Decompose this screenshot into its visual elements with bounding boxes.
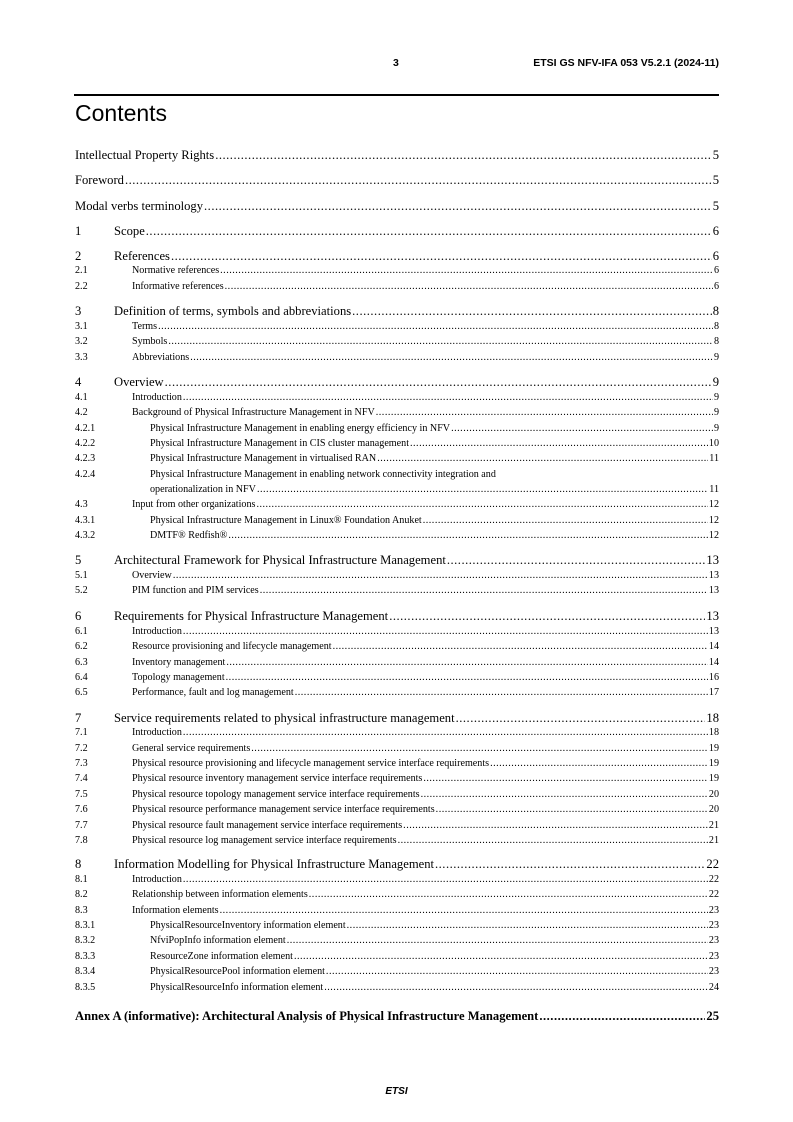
toc-entry-page: 22 (706, 857, 719, 871)
toc-entry[interactable] (75, 711, 719, 726)
leader-dots (294, 951, 708, 962)
leader-dots (220, 265, 713, 276)
leader-dots (347, 920, 708, 931)
leader-dots (539, 1009, 705, 1024)
leader-dots (324, 982, 708, 993)
toc-entry[interactable] (75, 407, 719, 418)
toc-entry-text: Introduction (132, 874, 182, 885)
toc-entry[interactable] (75, 336, 719, 347)
toc-entry-number: 3.3 (75, 352, 88, 363)
toc-entry-text: Introduction (132, 626, 182, 637)
toc-entry-number: 6 (75, 609, 82, 623)
toc-entry-number: 8.2 (75, 889, 88, 900)
toc-entry-text: Foreword (75, 173, 124, 187)
toc-entry[interactable] (75, 857, 719, 872)
toc-entry-text: PhysicalResourcePool information element (150, 966, 325, 977)
leader-dots (295, 687, 708, 698)
leader-dots (183, 874, 708, 885)
toc-entry-text: Information Modelling for Physical Infrastructure Management (114, 857, 434, 871)
toc-entry-page: 25 (706, 1009, 719, 1023)
leader-dots (257, 484, 708, 495)
toc-entry-page: 19 (708, 758, 719, 769)
toc-entry-text: PhysicalResourceInventory information element (150, 920, 346, 931)
toc-entry-text: Introduction (132, 392, 182, 403)
toc-entry-number: 4.2 (75, 407, 88, 418)
toc-entry-text: Physical Infrastructure Management in CIS cluster management (150, 438, 409, 449)
leader-dots (398, 835, 708, 846)
toc-entry-page: 11 (709, 453, 719, 464)
toc-entry[interactable] (75, 889, 719, 900)
toc-entry-page: 20 (708, 804, 719, 815)
toc-entry[interactable] (75, 570, 719, 581)
toc-entry-number: 8.3.5 (75, 982, 96, 993)
leader-dots (125, 173, 712, 188)
toc-entry-text: DMTF® Redfish® (150, 530, 228, 541)
toc-entry-number: 7.4 (75, 773, 88, 784)
toc-entry-page: 18 (706, 711, 719, 725)
toc-entry-number: 2.2 (75, 281, 88, 292)
toc-entry-text: operationalization in NFV (150, 484, 256, 495)
toc-entry-number: 7 (75, 711, 82, 725)
toc-entry[interactable] (75, 789, 719, 800)
toc-entry-page: 18 (708, 727, 719, 738)
toc-entry-page: 9 (713, 407, 719, 418)
toc-entry-text: Physical resource provisioning and lifecycle management service interface requirements (132, 758, 490, 769)
toc-entry-page: 11 (709, 484, 719, 495)
leader-dots (456, 711, 706, 726)
toc-entry[interactable] (75, 743, 719, 754)
toc-entry-text: Inventory management (132, 657, 226, 668)
toc-entry-text: Intellectual Property Rights (75, 148, 215, 162)
leader-dots (146, 224, 712, 239)
toc-entry-page: 6 (712, 249, 719, 263)
toc-entry-page: 16 (708, 672, 719, 683)
toc-entry-text: Definition of terms, symbols and abbreviations (114, 304, 352, 318)
leader-dots (435, 857, 705, 872)
leader-dots (226, 657, 708, 668)
toc-entry-number: 8.3.3 (75, 951, 96, 962)
toc-entry-number: 3 (75, 304, 82, 318)
toc-entry-number: 6.2 (75, 641, 88, 652)
toc-entry-number: 1 (75, 224, 82, 238)
toc-entry[interactable] (75, 321, 719, 332)
leader-dots (220, 905, 708, 916)
toc-entry-page: 8 (713, 336, 719, 347)
toc-entry-text: Topology management (132, 672, 225, 683)
toc-entry[interactable] (75, 626, 719, 637)
leader-dots (171, 249, 712, 264)
toc-entry-page: 13 (708, 570, 719, 581)
leader-dots (173, 570, 708, 581)
toc-entry-page: 8 (712, 304, 719, 318)
toc-entry[interactable] (75, 553, 719, 568)
toc-entry-page: 5 (712, 199, 719, 213)
leader-dots (403, 820, 708, 831)
toc-entry-text: Information elements (132, 905, 219, 916)
leader-dots (309, 889, 708, 900)
toc-entry-page: 6 (713, 265, 719, 276)
toc-entry[interactable] (75, 499, 719, 510)
toc-entry-text: Resource provisioning and lifecycle management (132, 641, 332, 652)
leader-dots (183, 626, 708, 637)
toc-entry-number: 4.2.4 (75, 469, 96, 480)
toc-entry-number: 6.4 (75, 672, 88, 683)
toc-entry-page: 13 (706, 553, 719, 567)
toc-entry[interactable] (75, 835, 719, 846)
leader-dots (421, 789, 708, 800)
toc-entry-text: General service requirements (132, 743, 251, 754)
toc-entry-text: Physical resource inventory management service interface requirements (132, 773, 423, 784)
toc-entry-text: Physical resource fault management service interface requirements (132, 820, 403, 831)
toc-entry-number: 3.2 (75, 336, 88, 347)
toc-entry-number: 4.2.3 (75, 453, 96, 464)
toc-entry[interactable] (75, 352, 719, 363)
leader-dots (490, 758, 708, 769)
toc-entry-page: 17 (708, 687, 719, 698)
toc-entry-text: Terms (132, 321, 158, 332)
toc-entry-number: 7.7 (75, 820, 88, 831)
toc-entry-text: Physical Infrastructure Management in Linux® Foundation Anuket (150, 515, 422, 526)
leader-dots (376, 407, 713, 418)
toc-entry[interactable] (75, 920, 719, 931)
toc-entry-text: Overview (132, 570, 172, 581)
toc-entry[interactable] (75, 392, 719, 403)
toc-entry-text: Introduction (132, 727, 182, 738)
toc-entry-page: 21 (708, 835, 719, 846)
toc-entry-text: Relationship between information elements (132, 889, 308, 900)
document-id: ETSI GS NFV-IFA 053 V5.2.1 (2024-11) (533, 57, 719, 69)
toc-entry-page: 12 (708, 515, 719, 526)
toc-entry-number: 8 (75, 857, 82, 871)
toc-entry[interactable] (75, 173, 719, 188)
toc-entry-page: 12 (708, 499, 719, 510)
leader-dots (168, 336, 713, 347)
toc-entry[interactable] (75, 249, 719, 264)
toc-entry-number: 7.1 (75, 727, 88, 738)
toc-entry-number: 5.1 (75, 570, 88, 581)
toc-entry-text: Symbols (132, 336, 168, 347)
toc-entry[interactable] (75, 375, 719, 390)
toc-entry-number: 7.2 (75, 743, 88, 754)
toc-entry[interactable] (75, 265, 719, 276)
toc-entry-number: 6.3 (75, 657, 88, 668)
toc-entry-text: Physical Infrastructure Management in enabling energy efficiency in NFV (150, 423, 451, 434)
leader-dots (158, 321, 713, 332)
toc-entry-page: 9 (712, 375, 719, 389)
toc-entry-text: Overview (114, 375, 164, 389)
toc-entry-number: 5.2 (75, 585, 88, 596)
toc-entry-text: Scope (114, 224, 145, 238)
toc-entry-number: 8.3.2 (75, 935, 96, 946)
toc-entry[interactable] (75, 982, 719, 993)
toc-entry[interactable] (75, 820, 719, 831)
toc-entry-number: 8.3 (75, 905, 88, 916)
toc-entry-page: 20 (708, 789, 719, 800)
page-title: Contents (75, 100, 168, 126)
toc-entry[interactable] (75, 951, 719, 962)
leader-dots (436, 804, 708, 815)
toc-entry-text: Input from other organizations (132, 499, 256, 510)
toc-entry[interactable] (75, 905, 719, 916)
toc-entry[interactable] (75, 966, 719, 977)
toc-entry-page: 23 (708, 966, 719, 977)
toc-entry-number: 4.1 (75, 392, 88, 403)
toc-entry-page: 13 (708, 585, 719, 596)
toc-entry-page: 13 (708, 626, 719, 637)
toc-entry-page: 23 (708, 905, 719, 916)
toc-entry-text: PhysicalResourceInfo information element (150, 982, 324, 993)
toc-entry-continuation[interactable] (75, 484, 719, 495)
toc-entry[interactable] (75, 935, 719, 946)
toc-entry-page: 8 (713, 321, 719, 332)
leader-dots (165, 375, 712, 390)
leader-dots (251, 743, 708, 754)
toc-entry-page: 9 (713, 352, 719, 363)
toc-entry-page: 22 (708, 889, 719, 900)
leader-dots (225, 281, 713, 292)
toc-entry[interactable] (75, 585, 719, 596)
toc-entry-text: Background of Physical Infrastructure Management in NFV (132, 407, 375, 418)
toc-entry-page: 5 (712, 173, 719, 187)
toc-entry[interactable] (75, 224, 719, 239)
toc-entry[interactable] (75, 874, 719, 885)
leader-dots (389, 609, 705, 624)
toc-entry-number: 4.3 (75, 499, 88, 510)
toc-entry[interactable] (75, 687, 719, 698)
toc-entry[interactable] (75, 423, 719, 434)
toc-entry-text: Architectural Framework for Physical Infrastructure Management (114, 553, 446, 567)
leader-dots (226, 672, 708, 683)
leader-dots (190, 352, 713, 363)
toc-entry-text: References (114, 249, 170, 263)
toc-entry-page: 12 (708, 530, 719, 541)
header-rule (74, 94, 719, 96)
toc-entry-page: 5 (712, 148, 719, 162)
toc-entry-text: Abbreviations (132, 352, 190, 363)
leader-dots (228, 530, 708, 541)
leader-dots (204, 199, 712, 214)
leader-dots (423, 515, 708, 526)
toc-entry[interactable] (75, 199, 719, 214)
leader-dots (410, 438, 708, 449)
toc-entry-number: 3.1 (75, 321, 88, 332)
toc-entry-text: Physical Infrastructure Management in virtualised RAN (150, 453, 377, 464)
leader-dots (183, 392, 713, 403)
toc-entry-text: NfviPopInfo information element (150, 935, 286, 946)
toc-entry-page: 6 (713, 281, 719, 292)
leader-dots (447, 553, 706, 568)
toc-entry-number: 4 (75, 375, 82, 389)
toc-entry-number: 8.3.1 (75, 920, 96, 931)
leader-dots (451, 423, 713, 434)
toc-entry[interactable] (75, 530, 719, 541)
toc-entry[interactable] (75, 453, 719, 464)
leader-dots (377, 453, 708, 464)
toc-entry[interactable] (75, 515, 719, 526)
toc-entry[interactable] (75, 304, 719, 319)
toc-entry-number: 6.5 (75, 687, 88, 698)
toc-entry[interactable] (75, 727, 719, 738)
toc-entry[interactable] (75, 469, 719, 480)
toc-entry-page: 10 (708, 438, 719, 449)
toc-entry-text: Physical Infrastructure Management in enabling network connectivity integration and (150, 469, 496, 480)
toc-entry-page: 23 (708, 951, 719, 962)
toc-entry-number: 5 (75, 553, 82, 567)
toc-entry-number: 4.2.2 (75, 438, 96, 449)
toc-entry-page: 23 (708, 935, 719, 946)
toc-entry-number: 8.1 (75, 874, 88, 885)
toc-entry-text: Informative references (132, 281, 224, 292)
toc-entry-page: 13 (706, 609, 719, 623)
toc-entry-number: 7.3 (75, 758, 88, 769)
toc-entry[interactable] (75, 804, 719, 815)
toc-entry-text: Physical resource log management service interface requirements (132, 835, 397, 846)
toc-entry[interactable] (75, 281, 719, 292)
toc-entry-number: 4.2.1 (75, 423, 96, 434)
footer-etsi: ETSI (385, 1086, 408, 1097)
toc-entry-page: 14 (708, 641, 719, 652)
toc-entry-page: 9 (713, 423, 719, 434)
toc-entry-page: 24 (708, 982, 719, 993)
toc-entry[interactable] (75, 657, 719, 668)
toc-entry[interactable] (75, 773, 719, 784)
toc-entry-text: Physical resource topology management service interface requirements (132, 789, 420, 800)
leader-dots (215, 148, 712, 163)
toc-entry-number: 8.3.4 (75, 966, 96, 977)
toc-entry-number: 6.1 (75, 626, 88, 637)
toc-entry-page: 6 (712, 224, 719, 238)
toc-entry-page: 19 (708, 743, 719, 754)
toc-entry-page: 21 (708, 820, 719, 831)
leader-dots (352, 304, 712, 319)
toc-entry-number: 2.1 (75, 265, 88, 276)
toc-entry-text: Normative references (132, 265, 220, 276)
toc-entry[interactable] (75, 758, 719, 769)
toc-entry-number: 7.8 (75, 835, 88, 846)
toc-entry-number: 7.6 (75, 804, 88, 815)
toc-entry-page: 9 (713, 392, 719, 403)
toc-entry-number: 7.5 (75, 789, 88, 800)
toc-entry[interactable] (75, 641, 719, 652)
leader-dots (326, 966, 708, 977)
toc-entry[interactable] (75, 609, 719, 624)
leader-dots (423, 773, 708, 784)
toc-entry-number: 4.3.1 (75, 515, 96, 526)
leader-dots (183, 727, 708, 738)
toc-entry-text: PIM function and PIM services (132, 585, 259, 596)
toc-entry-page: 14 (708, 657, 719, 668)
toc-entry[interactable] (75, 672, 719, 683)
toc-entry[interactable] (75, 148, 719, 163)
leader-dots (287, 935, 708, 946)
toc-entry-text: Service requirements related to physical infrastructure management (114, 711, 455, 725)
toc-entry-page: 23 (708, 920, 719, 931)
page-number: 3 (393, 57, 399, 69)
toc-entry-annex[interactable] (75, 1009, 719, 1024)
toc-entry-text: Physical resource performance management service interface requirements (132, 804, 435, 815)
toc-entry-text: Performance, fault and log management (132, 687, 294, 698)
toc-entry-page: 19 (708, 773, 719, 784)
leader-dots (333, 641, 708, 652)
toc-entry[interactable] (75, 438, 719, 449)
toc-entry-page: 22 (708, 874, 719, 885)
toc-entry-text: Requirements for Physical Infrastructure Management (114, 609, 389, 623)
toc-entry-number: 4.3.2 (75, 530, 96, 541)
toc-entry-text: ResourceZone information element (150, 951, 293, 962)
toc-entry-text: Annex A (informative): Architectural Analysis of Physical Infrastructure Management (75, 1009, 539, 1023)
leader-dots (256, 499, 707, 510)
leader-dots (260, 585, 708, 596)
toc-entry-number: 2 (75, 249, 82, 263)
toc-entry-text: Modal verbs terminology (75, 199, 204, 213)
